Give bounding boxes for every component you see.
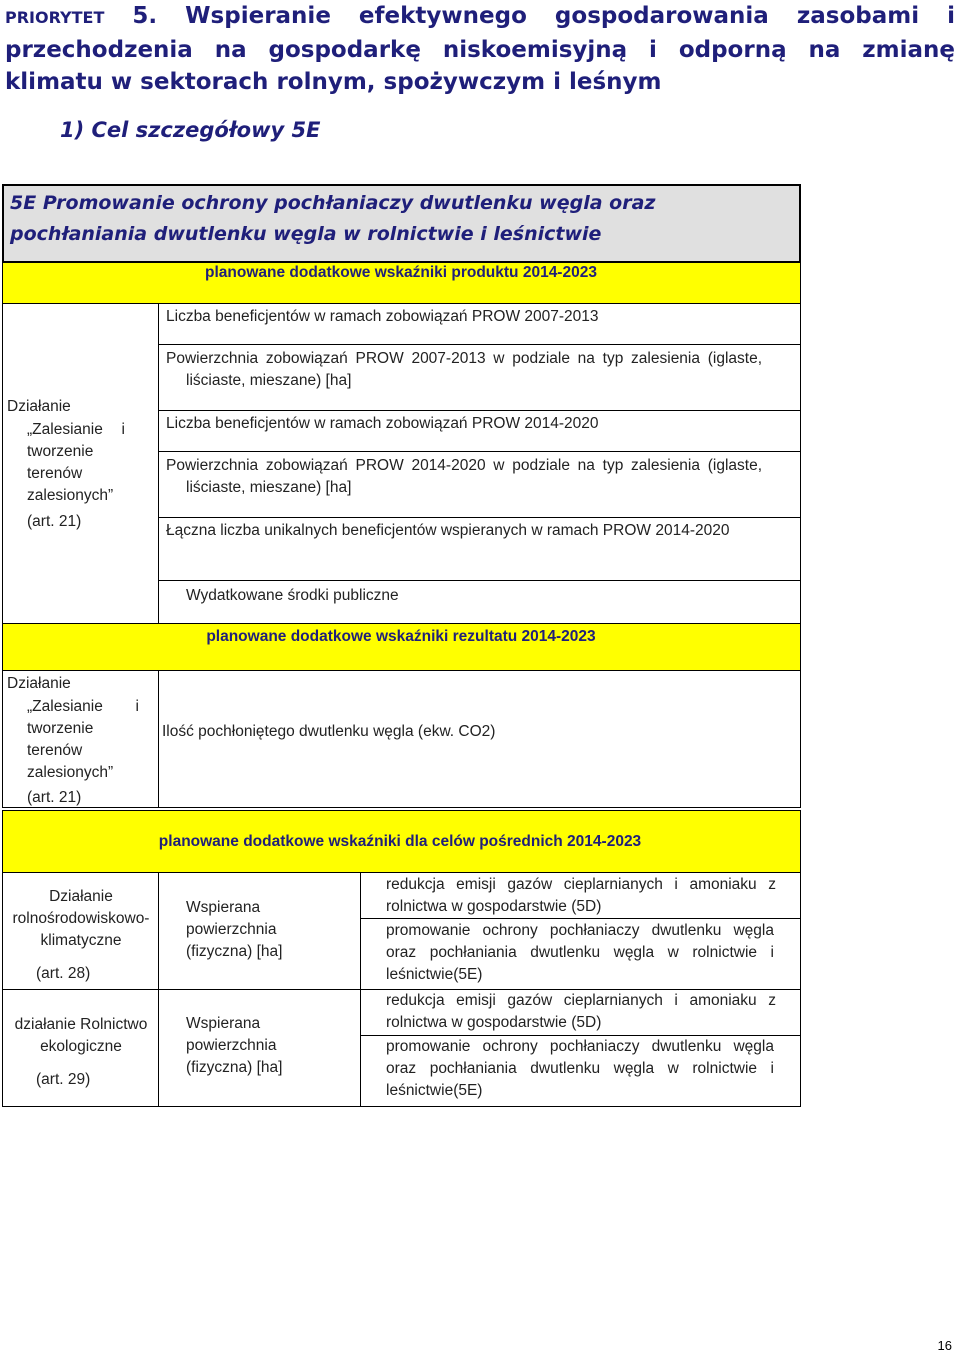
action-name-2: „Zalesianie i tworzenie terenów zalesionych” [27, 698, 139, 781]
specific-objective-heading: 1) Cel szczegółowy 5E [60, 118, 321, 142]
product-row-6-text: Wydatkowane środki publiczne [186, 587, 399, 604]
intermediate-action-2: działanie Rolnictwo ekologiczne [14, 1016, 148, 1055]
product-row-5-text: Łączna liczba unikalnych beneficjentów wspieranych w ramach PROW 2014-2020 [166, 522, 730, 539]
intermediate-goal-1b: promowanie ochrony pochłaniaczy dwutlenku węgla oraz pochłaniania dwutlenku węgla w rolnictwie i leśnictwie(5E) [386, 922, 774, 983]
intermediate-goal-2b: promowanie ochrony pochłaniaczy dwutlenku węgla oraz pochłaniania dwutlenku węgla w rolnictwie i leśnictwie(5E) [386, 1038, 774, 1099]
product-row-2-text: Powierzchnia zobowiązań PROW 2007-2013 w podziale na typ zalesienia (iglaste, liściaste, mieszane) [ha] [166, 350, 762, 389]
product-row-1-text: Liczba beneficjentów w ramach zobowiązań PROW 2007-2013 [166, 308, 599, 325]
priority-title: 5. Wspieranie efektywnego gospodarowania zasobami i przechodzenia na gospodarkę niskoemisyjną i odporną na zmianę klimatu w sektorach rolnym, spożywczym i leśnym [5, 3, 955, 95]
intermediate-indicator-2: Wspierana powierzchnia (fizyczna) [ha] [186, 1015, 283, 1076]
section-header-product-text: planowane dodatkowe wskaźniki produktu 2014-2023 [205, 264, 597, 281]
intermediate-goal-2a: redukcja emisji gazów cieplarnianych i amoniaku z rolnictwa w gospodarstwie (5D) [386, 992, 776, 1031]
priority-heading [5, 0, 955, 98]
action-name-1: „Zalesianie i tworzenie terenów zalesionych” [27, 421, 125, 504]
result-indicator-text: Ilość pochłoniętego dwutlenku węgla (ekw. CO2) [162, 723, 496, 740]
intermediate-goal-1a: redukcja emisji gazów cieplarnianych i amoniaku z rolnictwa w gospodarstwie (5D) [386, 876, 776, 915]
product-row-3-text: Liczba beneficjentów w ramach zobowiązań PROW 2014-2020 [166, 415, 599, 432]
action-art-1: (art. 21) [27, 513, 82, 530]
section-header-result-text: planowane dodatkowe wskaźniki rezultatu 2014-2023 [206, 628, 596, 645]
action-art-2: (art. 21) [27, 789, 82, 806]
action-label-2: Działanie [7, 675, 71, 692]
focus-area-title: 5E Promowanie ochrony pochłaniaczy dwutlenku węgla oraz pochłaniania dwutlenku węgla w rolnictwie i leśnictwie [10, 192, 656, 245]
intermediate-action-art-2: (art. 29) [36, 1071, 91, 1088]
intermediate-action-art-1: (art. 28) [36, 965, 91, 982]
intermediate-action-1: Działanie rolnośrodowiskowo-klimatyczne [12, 888, 150, 949]
priority-label: PRIORYTET [5, 8, 105, 27]
intermediate-indicator-1: Wspierana powierzchnia (fizyczna) [ha] [186, 899, 283, 960]
product-row-4-text: Powierzchnia zobowiązań PROW 2014-2020 w podziale na typ zalesienia (iglaste, liściaste, mieszane) [ha] [166, 457, 762, 496]
page-number: 16 [937, 1338, 952, 1353]
section-header-intermediate-text: planowane dodatkowe wskaźniki dla celów pośrednich 2014-2023 [158, 833, 642, 850]
action-label-1: Działanie [7, 398, 71, 415]
